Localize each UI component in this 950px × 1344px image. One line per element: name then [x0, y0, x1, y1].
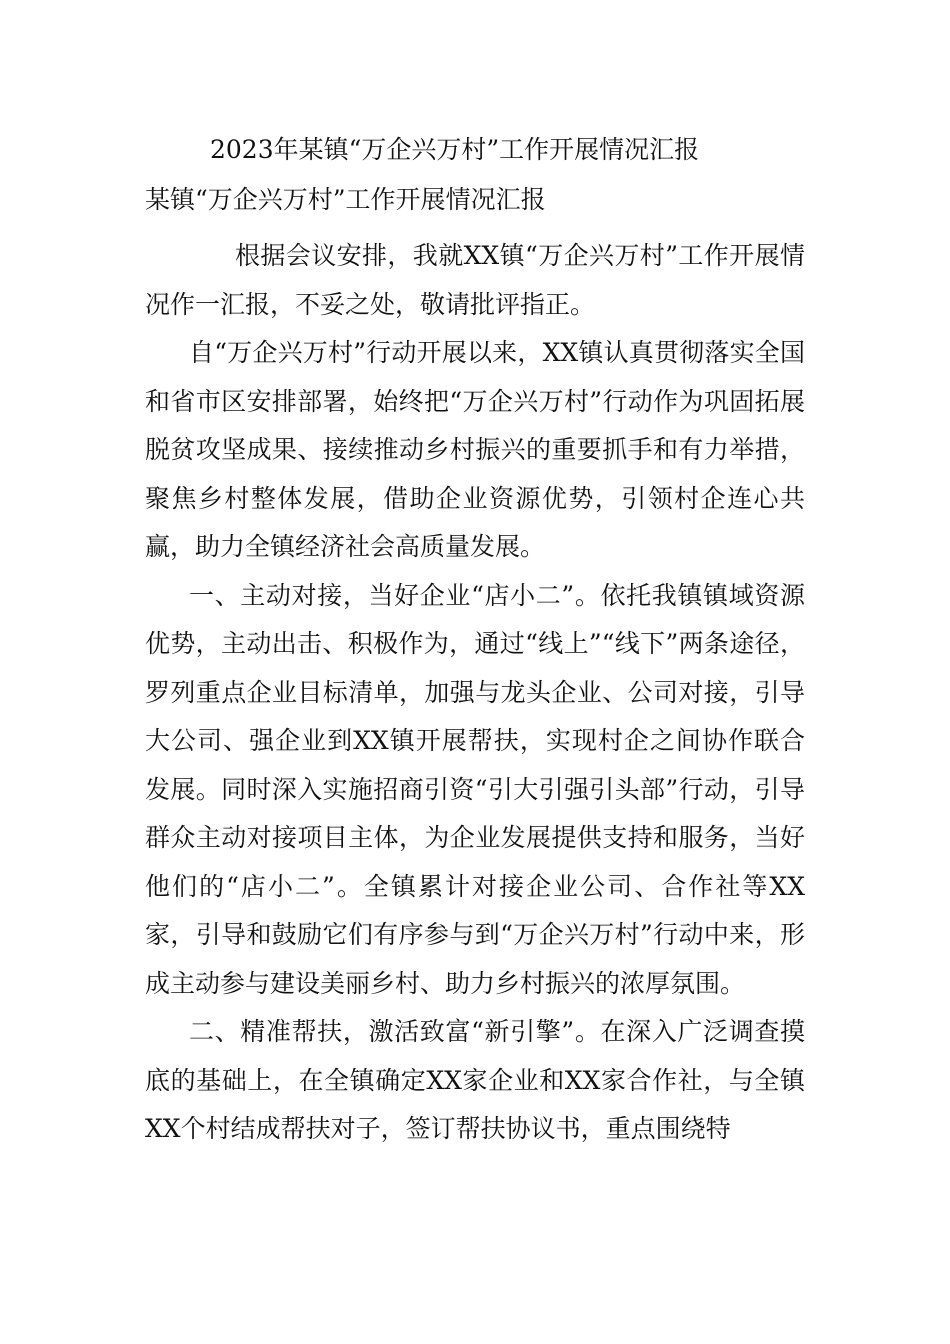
document-title: 2023年某镇“万企兴万村”工作开展情况汇报	[210, 135, 700, 164]
document-subtitle: 某镇“万企兴万村”工作开展情况汇报	[145, 185, 546, 214]
paragraph-section-two: 二、精准帮扶，激活致富“新引擎”。在深入广泛调查摸底的基础上，在全镇确定XX家企业和XX家合作社，与全镇XX个村结成帮扶对子，签订帮扶协议书，重点围绕特	[145, 1017, 805, 1143]
paragraph-intro: 根据会议安排，我就XX镇“万企兴万村”工作开展情况作一汇报，不妥之处，敬请批评指正。	[145, 241, 805, 319]
paragraph-overview: 自“万企兴万村”行动开展以来，XX镇认真贯彻落实全国和省市区安排部署，始终把“万企兴万村”行动作为巩固拓展脱贫攻坚成果、接续推动乡村振兴的重要抓手和有力举措，聚焦乡村整体发展，借助企业资源优势，引领村企连心共赢，助力全镇经济社会高质量发展。	[145, 338, 805, 561]
paragraph-section-one: 一、主动对接，当好企业“店小二”。依托我镇镇域资源优势，主动出击、积极作为，通过“线上”“线下”两条途径，罗列重点企业目标清单，加强与龙头企业、公司对接，引导大公司、强企业到XX镇开展帮扶，实现村企之间协作联合发展。同时深入实施招商引资“引大引强引头部”行动，引导群众主动对接项目主体，为企业发展提供支持和服务，当好他们的“店小二”。全镇累计对接企业公司、合作社等XX家，引导和鼓励它们有序参与到“万企兴万村”行动中来，形成主动参与建设美丽乡村、助力乡村振兴的浓厚氛围。	[145, 580, 805, 998]
document-body	[145, 232, 805, 1154]
